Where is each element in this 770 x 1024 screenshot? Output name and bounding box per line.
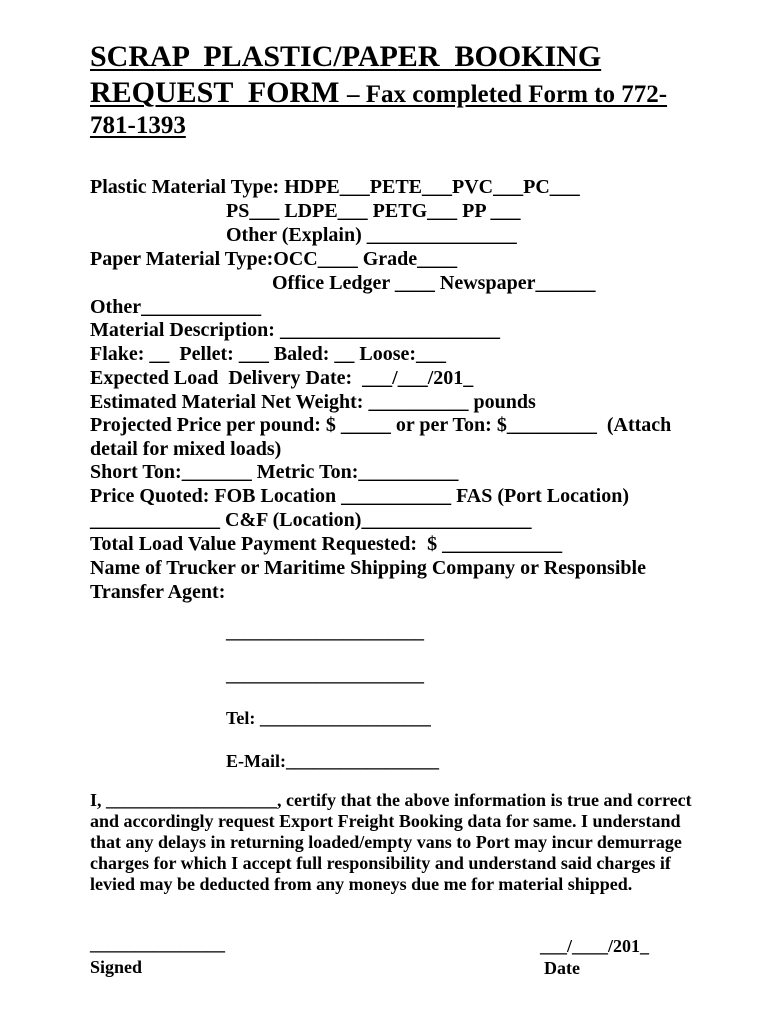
delivery-date-line: Expected Load Delivery Date: ___/___/201_ [90,367,474,389]
transfer-agent-blank-1: ______________________ [226,622,424,642]
total-payment-line: Total Load Value Payment Requested: $ ____________ [90,533,563,555]
transfer-agent-label-continued: Transfer Agent: [90,581,226,603]
date-label: Date [544,958,580,978]
plastic-material-type-line: Plastic Material Type: HDPE___PETE___PVC___PC___ [90,176,580,198]
price-quoted-line: Price Quoted: FOB Location ___________ FAS (Port Location) [90,485,630,507]
transfer-agent-blank-2: ______________________ [226,665,424,685]
form-title-line-2 [90,76,667,112]
projected-price-line: Projected Price per pound: $ _____ or per Ton: $_________ (Attach [90,414,672,436]
certification-line-3: that any delays in returning loaded/empty vans to Port may incur demurrage [90,832,682,852]
certification-line-2: and accordingly request Export Freight Booking data for same. I understand [90,811,681,831]
plastic-material-type-continued: PS___ LDPE___ PETG___ PP ___ [226,200,521,222]
signature-blank: _______________ [90,934,225,954]
transfer-agent-email-line: E-Mail:_________________ [226,751,439,771]
paper-material-type-continued: Office Ledger ____ Newspaper______ [272,272,596,294]
ton-type-line: Short Ton:_______ Metric Ton:__________ [90,461,459,483]
fax-number: 781-1393 [90,112,186,139]
transfer-agent-tel-line: Tel: ___________________ [226,708,431,728]
signature-label: Signed [90,957,143,977]
date-blank: ___/____/201_ [540,936,650,956]
paper-material-other-line: Other____________ [90,296,262,318]
net-weight-line: Estimated Material Net Weight: __________ pounds [90,391,536,413]
material-description-line: Material Description: ______________________ [90,319,500,341]
transfer-agent-label: Name of Trucker or Maritime Shipping Company or Responsible [90,557,646,579]
plastic-material-other-line: Other (Explain) _______________ [226,224,517,246]
material-form-line: Flake: __ Pellet: ___ Baled: __ Loose:___ [90,343,447,365]
form-title-line-1: SCRAP PLASTIC/PAPER BOOKING [90,40,602,73]
fax-instruction: – Fax completed Form to 772- [346,81,668,108]
certification-line-5: levied may be deducted from any moneys due me for material shipped. [90,874,633,894]
certification-line-4: charges for which I accept full responsibility and understand said charges if [90,853,671,873]
price-quoted-continued: _____________ C&F (Location)_________________ [90,509,532,531]
projected-price-continued: detail for mixed loads) [90,438,282,460]
paper-material-type-line: Paper Material Type:OCC____ Grade____ [90,248,458,270]
form-title-request-form: REQUEST FORM [90,76,340,109]
certification-line-1: I, ___________________, certify that the above information is true and correct [90,790,692,810]
